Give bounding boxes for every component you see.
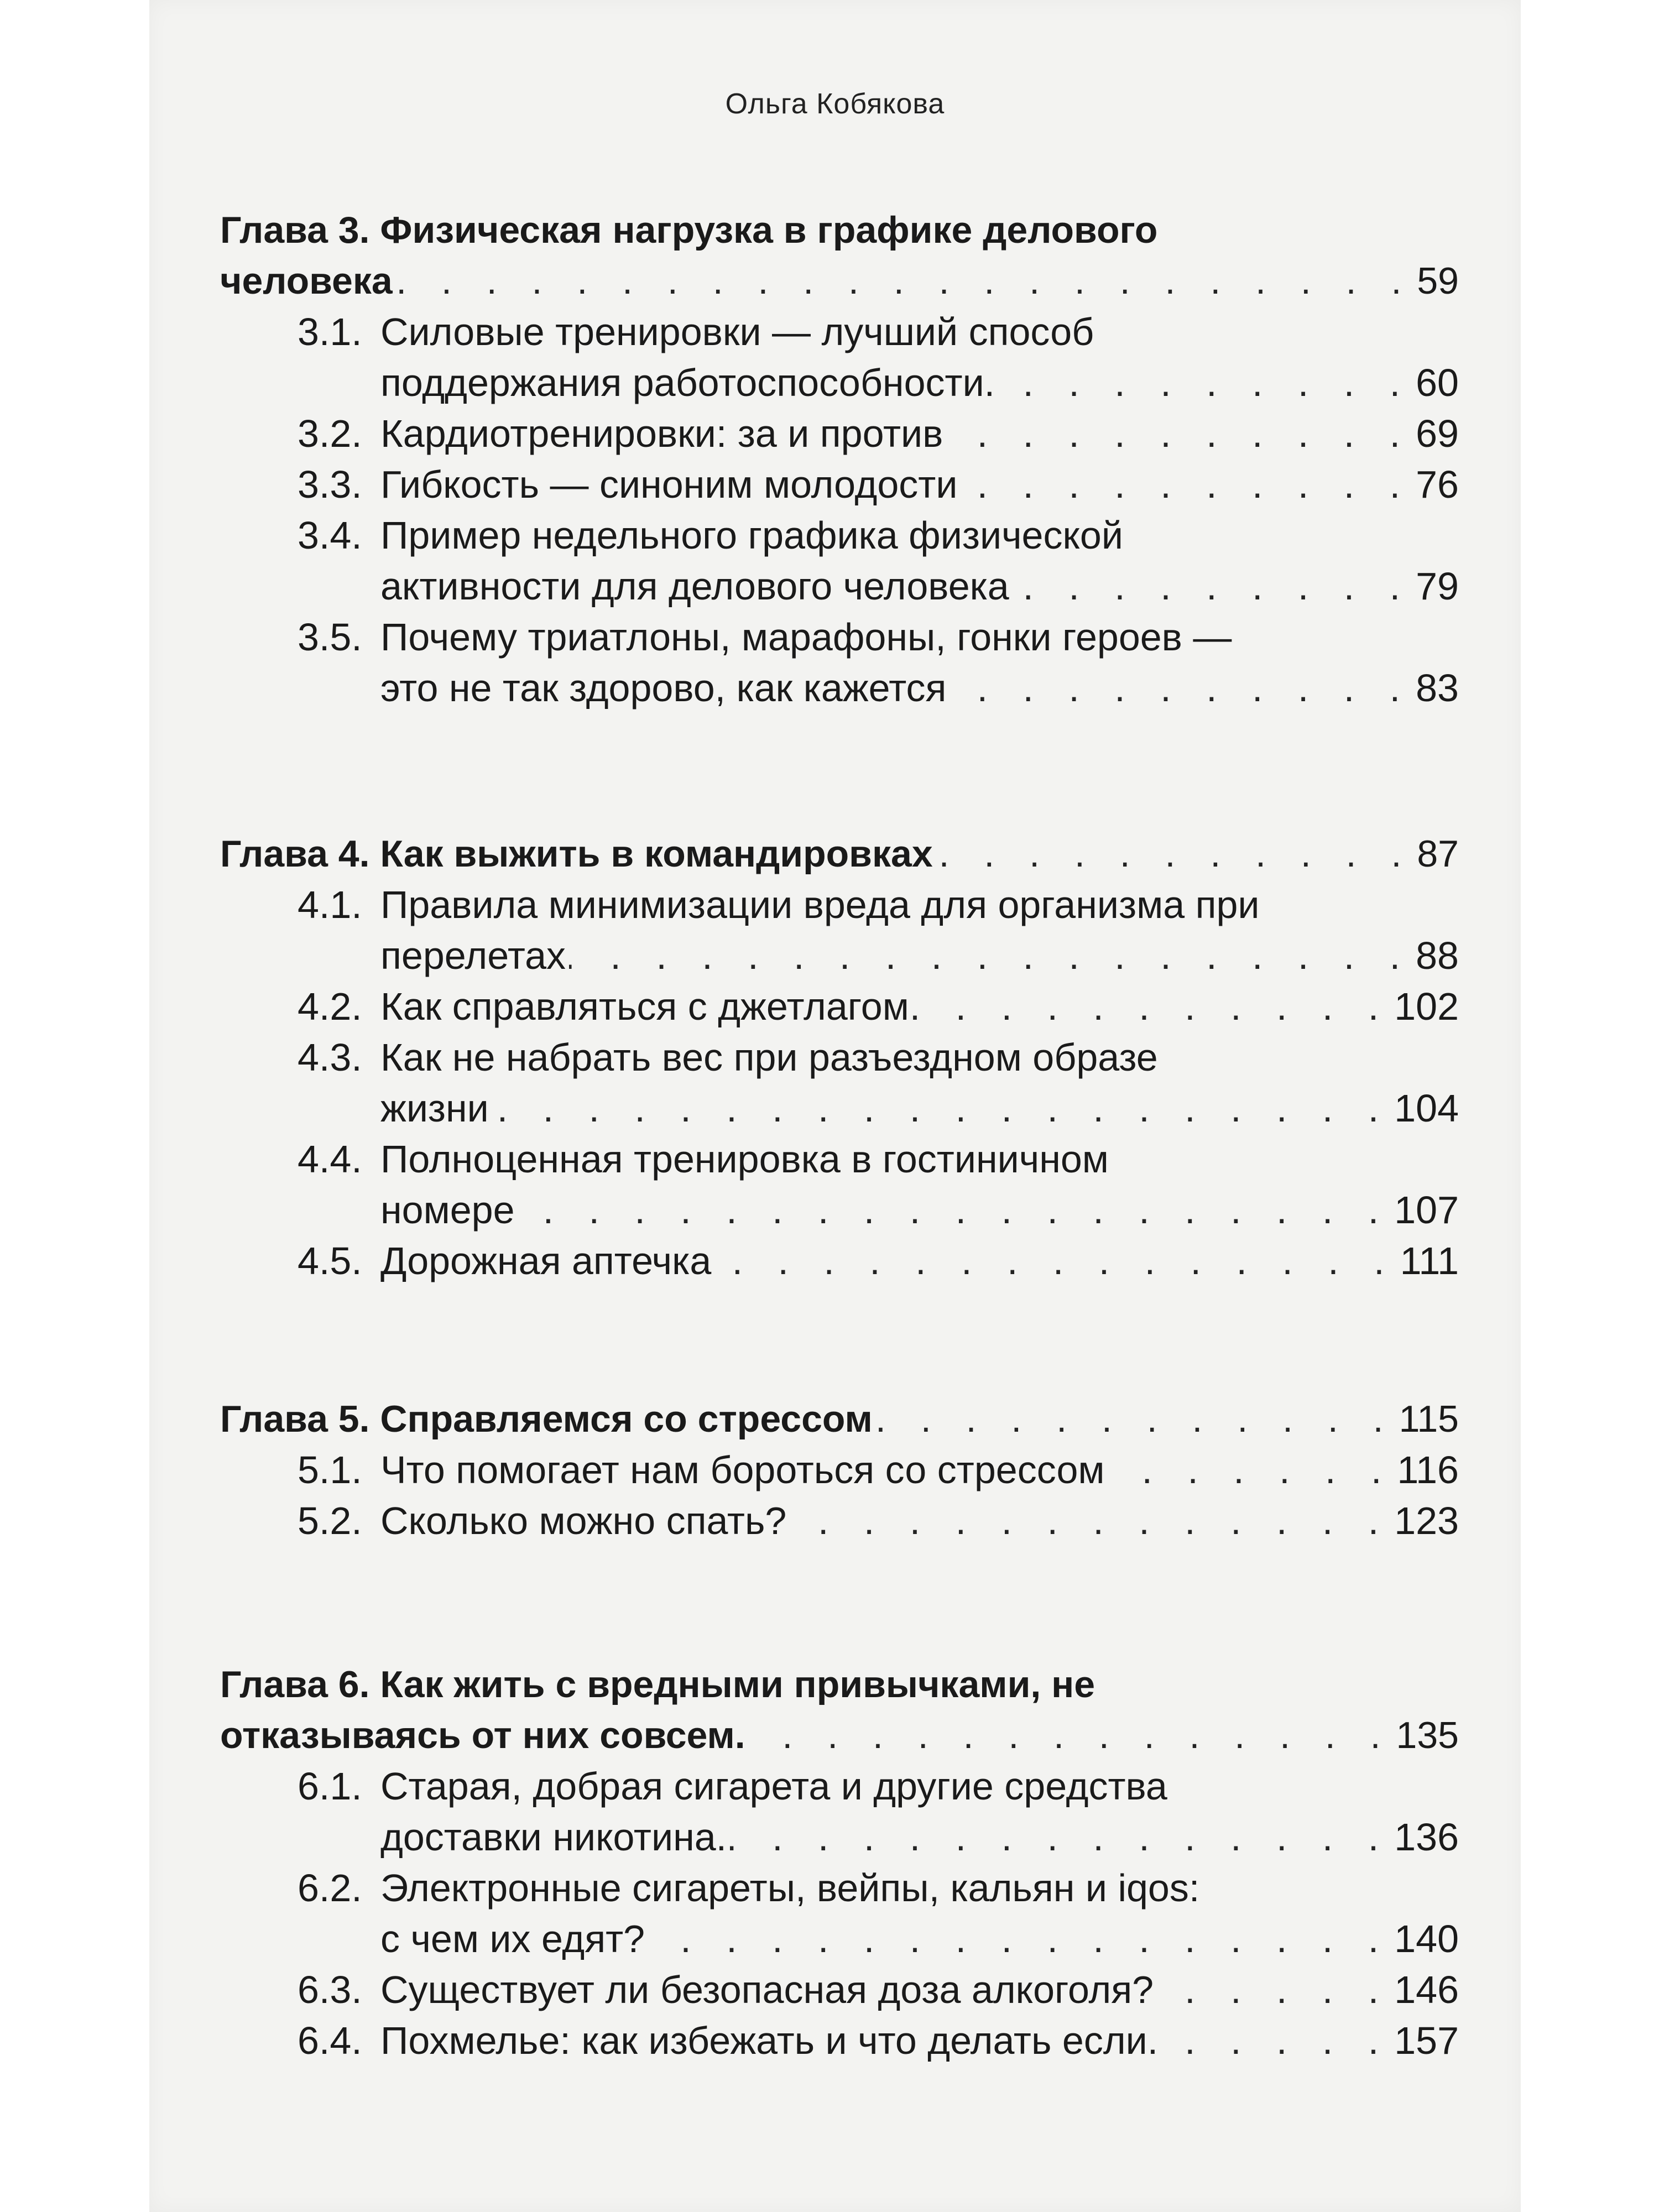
page-number: 107 — [1394, 1188, 1459, 1232]
toc-entry-6-2-continued[interactable] — [220, 1913, 1459, 1964]
entry-title-continued: это не так здорово, как кажется — [380, 666, 947, 709]
entry-number: 6.2. — [298, 1866, 362, 1910]
entry-title: Старая, добрая сигарета и другие средства — [380, 1765, 1167, 1808]
page-number: 59 — [1417, 260, 1459, 302]
leader-dots — [946, 408, 1412, 459]
toc-chapter-5 — [220, 1394, 1459, 1546]
toc-chapter-6 — [220, 1659, 1459, 2066]
leader-dots — [1161, 2015, 1391, 2066]
entry-title: Полноценная тренировка в гостиничном — [380, 1138, 1109, 1181]
toc-entry-4-3[interactable] — [220, 1032, 1459, 1083]
entry-title-continued: доставки никотина. — [380, 1815, 727, 1859]
toc-entry-4-3-continued[interactable] — [220, 1083, 1459, 1134]
leader-dots — [912, 981, 1391, 1032]
page-number: 88 — [1416, 934, 1459, 977]
page-number: 79 — [1416, 565, 1459, 608]
leader-dots — [648, 1913, 1391, 1964]
toc-chapter-3 — [220, 205, 1459, 713]
page-number: 87 — [1417, 833, 1459, 875]
entry-title: Похмелье: как избежать и что делать если. — [380, 2019, 1159, 2062]
toc-entry-4-4-continued[interactable] — [220, 1185, 1459, 1235]
entry-number: 4.3. — [298, 1036, 362, 1079]
entry-title: Существует ли безопасная доза алкоголя? — [380, 1968, 1154, 2011]
leader-dots — [936, 828, 1414, 879]
page-number: 136 — [1394, 1815, 1459, 1859]
page-number: 104 — [1394, 1087, 1459, 1130]
book-page — [149, 0, 1521, 2212]
page-number: 60 — [1416, 361, 1459, 404]
entry-title: Кардиотренировки: за и против — [380, 412, 943, 455]
leader-dots — [1108, 1444, 1394, 1495]
toc-entry-3-4-continued[interactable] — [220, 561, 1459, 612]
toc-entry-3-4[interactable] — [220, 510, 1459, 561]
chapter-title[interactable]: Глава 3. Физическая нагрузка в графике делового — [220, 209, 1158, 251]
entry-title-continued: с чем их едят? — [380, 1917, 645, 1960]
page-number: 76 — [1416, 463, 1459, 506]
entry-title: Почему триатлоны, марафоны, гонки героев — — [380, 615, 1232, 659]
leader-dots — [876, 1394, 1396, 1444]
entry-number: 3.3. — [298, 463, 362, 506]
leader-dots — [790, 1495, 1391, 1546]
toc-chapter-4 — [220, 828, 1459, 1286]
entry-title: Как справляться с джетлагом — [380, 985, 909, 1028]
toc-entry-3-1[interactable] — [220, 306, 1459, 357]
leader-dots — [518, 1185, 1391, 1235]
leader-dots — [961, 459, 1412, 510]
toc-entry-6-1-continued[interactable] — [220, 1812, 1459, 1863]
entry-number: 3.4. — [298, 514, 362, 557]
leader-dots — [749, 1710, 1393, 1761]
entry-title-continued: поддержания работоспособности. — [380, 361, 995, 404]
leader-dots — [569, 930, 1412, 981]
entry-number: 3.1. — [298, 310, 362, 353]
page-number: 140 — [1394, 1917, 1459, 1960]
page-number: 123 — [1394, 1499, 1459, 1542]
leader-dots — [998, 357, 1412, 408]
chapter-title-continued[interactable]: человека . . . 59 — [220, 255, 1459, 306]
entry-title: Правила минимизации вреда для организма при — [380, 883, 1260, 926]
toc-entry-3-2[interactable] — [220, 408, 1459, 459]
page-number: 115 — [1399, 1398, 1459, 1440]
page-number: 135 — [1396, 1714, 1459, 1756]
toc-entry-5-1[interactable] — [220, 1444, 1459, 1495]
leader-dots — [1157, 1964, 1391, 2015]
toc-entry-4-1[interactable] — [220, 879, 1459, 930]
page-number: 69 — [1416, 412, 1459, 455]
page-number: 83 — [1416, 666, 1459, 709]
toc-entry-3-5-continued[interactable] — [220, 662, 1459, 713]
entry-number: 4.1. — [298, 883, 362, 926]
entry-title: Что помогает нам бороться со стрессом — [380, 1448, 1105, 1491]
chapter-title-continued[interactable]: отказываясь от них совсем. . . . 135 — [220, 1710, 1459, 1761]
page-number: 157 — [1394, 2019, 1459, 2062]
entry-title: Пример недельного графика физической — [380, 514, 1123, 557]
page-number: 102 — [1394, 985, 1459, 1028]
toc-entry-4-5[interactable] — [220, 1235, 1459, 1286]
entry-title: Дорожная аптечка — [380, 1239, 712, 1282]
entry-title-continued: перелетах — [380, 934, 566, 977]
entry-number: 3.5. — [298, 615, 362, 659]
entry-number: 6.3. — [298, 1968, 362, 2011]
entry-title: Сколько можно спать? — [380, 1499, 787, 1542]
chapter-title[interactable]: Глава 6. Как жить с вредными привычками, не — [220, 1663, 1095, 1705]
toc-entry-6-1[interactable] — [220, 1761, 1459, 1812]
page-number: 146 — [1394, 1968, 1459, 2011]
entry-title-continued: активности для делового человека — [380, 565, 1009, 608]
toc-entry-6-2[interactable] — [220, 1863, 1459, 1913]
entry-title-continued: номере — [380, 1188, 515, 1232]
entry-title: Электронные сигареты, вейпы, кальян и iqos: — [380, 1866, 1200, 1910]
running-header-author: Ольга Кобякова — [725, 88, 945, 120]
entry-number: 6.1. — [298, 1765, 362, 1808]
toc-entry-4-1-continued[interactable] — [220, 930, 1459, 981]
chapter-title[interactable]: Глава 5. Справляемся со стрессом . . . 115 — [220, 1394, 1459, 1444]
entry-number: 5.2. — [298, 1499, 362, 1542]
leader-dots — [396, 255, 1414, 306]
toc-entry-4-4[interactable] — [220, 1134, 1459, 1185]
page-number: 116 — [1397, 1448, 1459, 1491]
toc-entry-3-5[interactable] — [220, 612, 1459, 662]
toc-entry-6-3[interactable] — [220, 1964, 1459, 2015]
chapter-title[interactable]: Глава 4. Как выжить в командировках . . . 87 — [220, 828, 1459, 879]
leader-dots — [714, 1235, 1396, 1286]
entry-number: 4.2. — [298, 985, 362, 1028]
leader-dots — [492, 1083, 1391, 1134]
toc-entry-5-2[interactable] — [220, 1495, 1459, 1546]
toc-entry-3-3[interactable] — [220, 459, 1459, 510]
entry-number: 4.4. — [298, 1138, 362, 1181]
entry-title: Силовые тренировки — лучший способ — [380, 310, 1094, 353]
toc-entry-3-1-continued[interactable] — [220, 357, 1459, 408]
entry-number: 3.2. — [298, 412, 362, 455]
entry-title: Как не набрать вес при разъездном образе — [380, 1036, 1158, 1079]
leader-dots — [950, 662, 1412, 713]
entry-number: 6.4. — [298, 2019, 362, 2062]
entry-number: 5.1. — [298, 1448, 362, 1491]
toc-entry-4-2[interactable] — [220, 981, 1459, 1032]
entry-title: Гибкость — синоним молодости — [380, 463, 958, 506]
leader-dots — [730, 1812, 1391, 1863]
page-number: 111 — [1400, 1239, 1459, 1282]
toc-entry-6-4[interactable] — [220, 2015, 1459, 2066]
entry-number: 4.5. — [298, 1239, 362, 1282]
entry-title-continued: жизни — [380, 1087, 489, 1130]
leader-dots — [1013, 561, 1412, 612]
